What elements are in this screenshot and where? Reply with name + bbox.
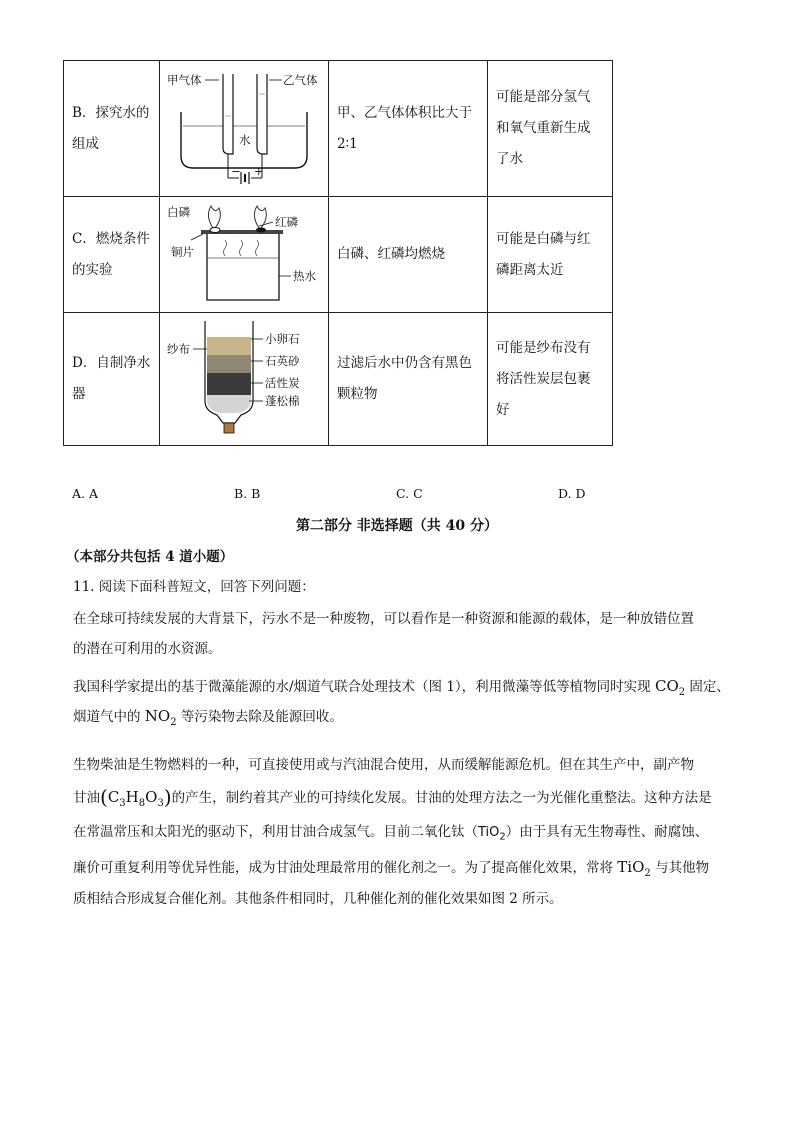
experiment-table — [63, 60, 613, 446]
paragraph-line: 在常温常压和太阳光的驱动下，利用甘油合成氢气。目前二氧化钛（TiO$_2$）由于具有无生物毒性、耐腐蚀、 — [73, 824, 709, 843]
label-gauze: 纱布 — [167, 342, 190, 356]
label-gas-b: 乙气体 — [283, 72, 318, 87]
option-line: 组成 — [72, 135, 99, 152]
reason-line: 和氧气重新生成 — [496, 120, 591, 136]
option-line: B．探究水的 — [72, 104, 150, 121]
paragraph-line: 在全球可持续发展的大背景下，污水不是一种废物，可以看作是一种资源和能源的载体，是一种放错位置 — [73, 611, 694, 627]
question-stem — [73, 572, 733, 602]
reason-line: 磷距离太近 — [496, 261, 564, 278]
paragraph-line: 质相结合形成复合催化剂。其他条件相同时，几种催化剂的催化效果如图 2 所示。 — [73, 891, 563, 907]
label-copper-sheet: 铜片 — [171, 244, 194, 259]
label-white-phosphorus: 白磷 — [167, 204, 190, 219]
phenomenon-cell — [329, 197, 488, 313]
paragraph-line: 我国科学家提出的基于微藻能源的水/烟道气联合处理技术（图 1），利用微藻等低等植物同时实现 $CO_2$ 固定、 — [73, 677, 730, 698]
phenomenon-line: 过滤后水中仍含有黑色 — [337, 355, 472, 371]
paragraph-line: 甘油$(C_3H_8O_3)$的产生，制约着其产业的可持续化发展。甘油的处理方法之一为光催化重整法。这种方法是 — [73, 785, 712, 809]
diagram-cell — [160, 313, 329, 446]
section-note: （本部分共包括 4 道小题） — [66, 549, 234, 565]
label-activated-carbon: 活性炭 — [265, 376, 300, 390]
combustion-diagram — [161, 200, 327, 310]
paragraph-1 — [73, 604, 733, 664]
option-a[interactable]: A. A — [72, 486, 99, 501]
electrolysis-diagram — [161, 64, 327, 194]
paragraph-2 — [73, 671, 733, 731]
option-b[interactable]: B. B — [234, 486, 261, 501]
reason-line: 可能是部分氢气 — [496, 89, 591, 105]
option-cell — [64, 61, 160, 197]
reason-line: 了水 — [496, 151, 523, 167]
phenomenon-cell — [329, 313, 488, 446]
phenomenon-line: 甲、乙气体体积比大于 — [337, 104, 472, 121]
diagram-cell — [160, 197, 329, 313]
label-gas-a: 甲气体 — [167, 72, 202, 87]
option-c[interactable]: C. C — [396, 486, 423, 501]
label-cotton: 蓬松棉 — [265, 394, 300, 408]
paragraph-line: 烟道气中的 $NO_2$ 等污染物去除及能源回收。 — [73, 707, 343, 728]
label-quartz-sand: 石英砂 — [265, 354, 300, 368]
label-minus: − — [231, 163, 241, 178]
option-line: 的实验 — [72, 261, 113, 278]
paragraph-line: 廉价可重复利用等优异性能，成为甘油处理最常用的催化剂之一。为了提高催化效果，常将 TiO$_2$ 与其他物 — [73, 858, 710, 879]
reason-cell — [488, 197, 613, 313]
reason-line: 可能是白磷与红 — [496, 230, 591, 247]
table-row-c — [64, 197, 613, 313]
reason-line: 好 — [496, 401, 510, 418]
section-title: 第二部分 非选择题（共 40 分） — [295, 518, 499, 534]
reason-line: 将活性炭层包裹 — [496, 370, 591, 387]
label-water: 水 — [239, 132, 251, 147]
table-row-b — [64, 61, 613, 197]
paragraph-line: 生物柴油是生物燃料的一种，可直接使用或与汽油混合使用，从而缓解能源危机。但在其生产中，副产物 — [73, 757, 694, 773]
stem-line: 11. 阅读下面科普短文，回答下列问题： — [73, 579, 315, 595]
option-cell — [64, 313, 160, 446]
option-line: D．自制净水 — [72, 355, 151, 371]
phenomenon-line: 2∶1 — [337, 135, 358, 152]
label-pebbles: 小卵石 — [265, 332, 300, 346]
reason-cell — [488, 313, 613, 446]
option-cell — [64, 197, 160, 313]
phenomenon-cell — [329, 61, 488, 197]
option-line: 器 — [72, 386, 86, 402]
diagram-cell — [160, 61, 329, 197]
water-filter-diagram — [161, 315, 327, 443]
paragraph-line: 的潜在可利用的水资源。 — [73, 641, 222, 657]
reason-cell — [488, 61, 613, 197]
label-plus: + — [254, 163, 264, 178]
reason-line: 可能是纱布没有 — [496, 339, 591, 356]
label-hot-water: 热水 — [293, 268, 316, 283]
option-d[interactable]: D. D — [558, 486, 586, 501]
phenomenon-line: 白磷、红磷均燃烧 — [337, 246, 445, 262]
table-row-d — [64, 313, 613, 446]
label-red-phosphorus: 红磷 — [275, 214, 298, 229]
paragraph-3 — [73, 750, 733, 914]
phenomenon-line: 颗粒物 — [337, 386, 378, 402]
option-line: C．燃烧条件 — [72, 230, 150, 247]
